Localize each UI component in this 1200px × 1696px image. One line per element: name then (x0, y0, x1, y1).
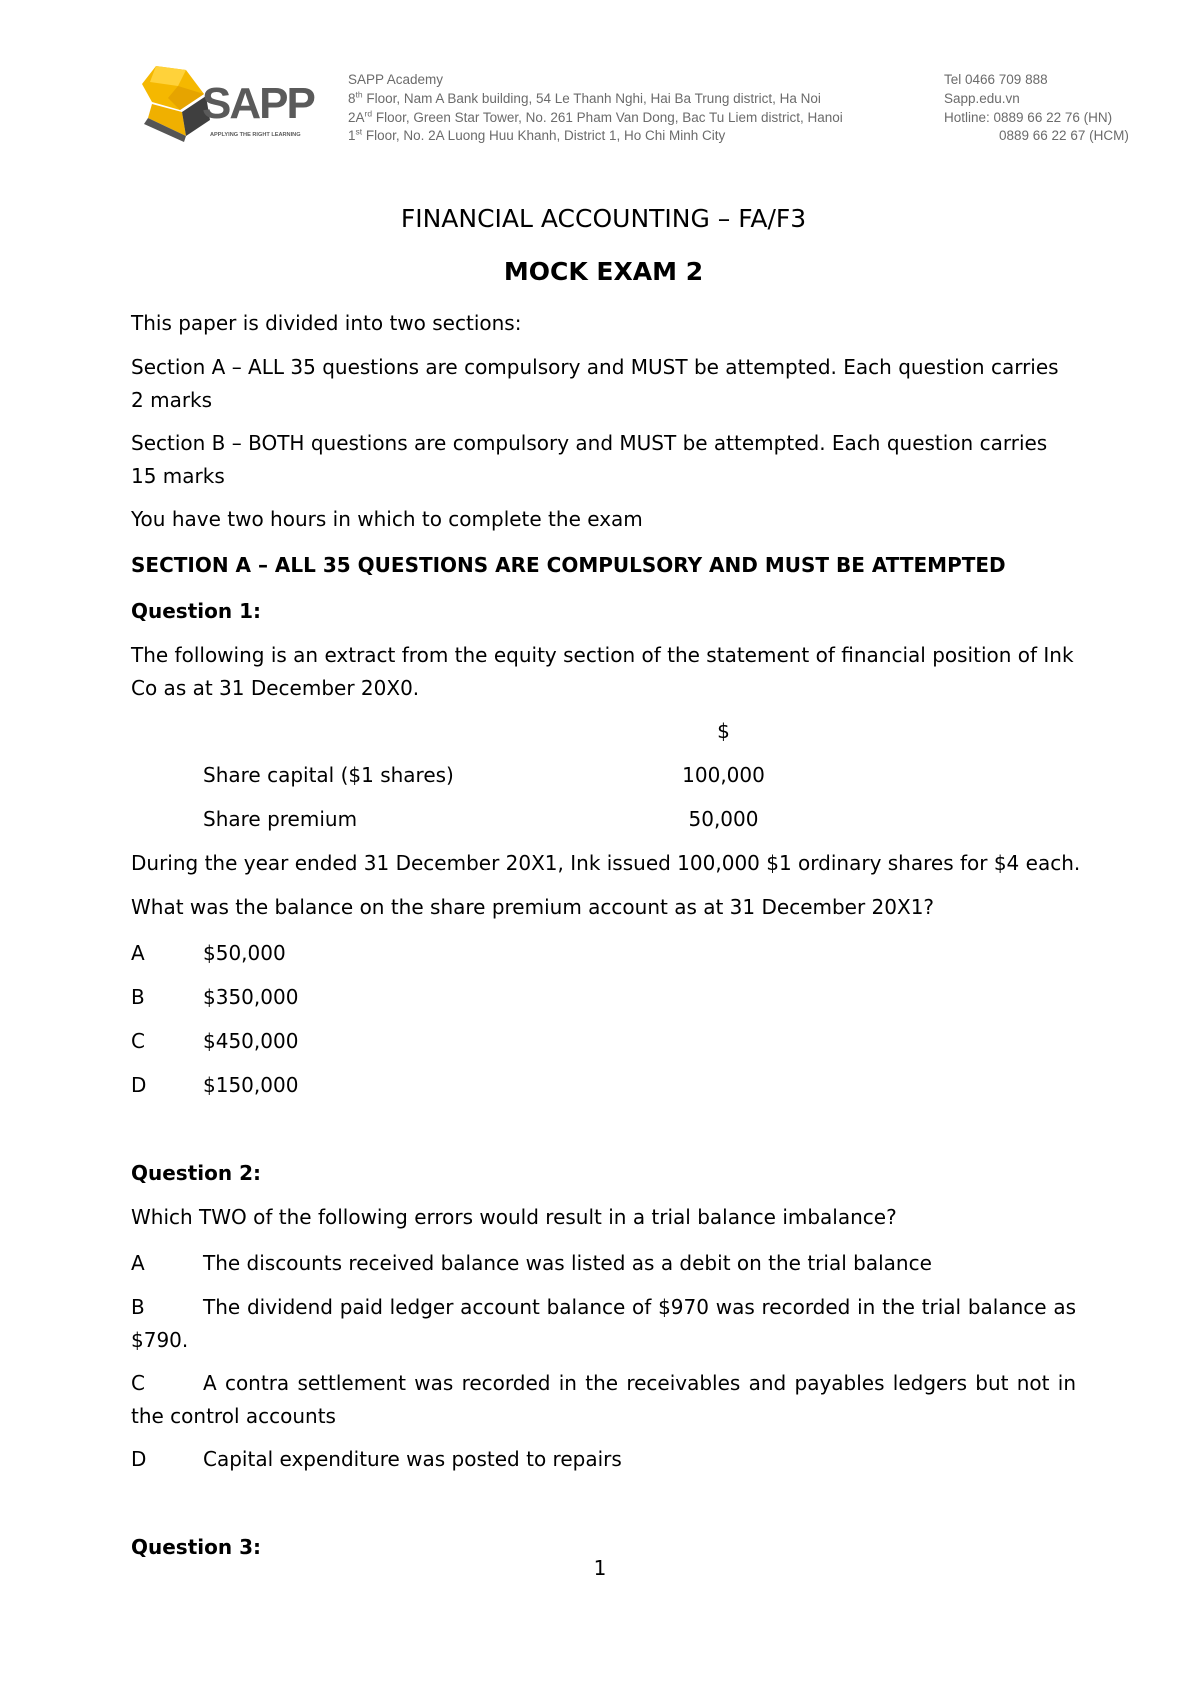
document-title: FINANCIAL ACCOUNTING – FA/F3 (400, 204, 807, 233)
intro-time: You have two hours in which to complete the exam (131, 507, 643, 531)
answer-option (131, 1025, 298, 1058)
sapp-logo-mark (138, 60, 316, 146)
question-1-text: The following is an extract from the equity section of the statement of financial position of Ink Co as at 31 December 20X0. (131, 643, 1074, 700)
academy-name: SAPP Academy (348, 72, 444, 87)
question-1-prompt: What was the balance on the share premium account as at 31 December 20X1? (131, 895, 935, 919)
option-text: $450,000 (203, 1029, 299, 1053)
option-letter: C (131, 1371, 145, 1395)
question-1-text-2: During the year ended 31 December 20X1, Ink issued 100,000 $1 ordinary shares for $4 each. (131, 851, 1081, 875)
option-text: The dividend paid ledger account balance of $970 was recorded in the trial balance as $790. (131, 1295, 1076, 1352)
answer-option (131, 1247, 932, 1280)
document-subtitle: MOCK EXAM 2 (503, 257, 704, 286)
question-1-heading: Question 1: (131, 599, 261, 623)
question-3-heading: Question 3: (131, 1535, 261, 1559)
telephone: Tel 0466 709 888 (944, 72, 1048, 87)
page-number: 1 (593, 1556, 607, 1580)
answer-option (131, 1443, 622, 1476)
option-text: Capital expenditure was posted to repairs (203, 1447, 622, 1471)
option-letter: B (131, 985, 145, 1009)
answer-option (131, 937, 286, 970)
option-text: A contra settlement was recorded in the receivables and payables ledgers but not in the control accounts (131, 1371, 1076, 1428)
table-row-label: Share capital ($1 shares) (203, 763, 454, 787)
table-row-value: 50,000 (688, 807, 759, 831)
option-letter: D (131, 1447, 147, 1471)
option-letter: B (131, 1295, 145, 1319)
logo-wordmark: SAPP (202, 79, 314, 128)
table-currency-header: $ (717, 719, 730, 743)
option-letter: A (131, 1251, 145, 1275)
option-letter: A (131, 941, 145, 965)
website-link[interactable]: Sapp.edu.vn (944, 90, 1020, 106)
section-a-heading: SECTION A – ALL 35 QUESTIONS ARE COMPULSORY AND MUST BE ATTEMPTED (131, 553, 1006, 577)
answer-option (131, 1367, 1076, 1432)
answer-option (131, 1291, 1076, 1356)
option-text: $350,000 (203, 985, 299, 1009)
option-text: The discounts received balance was listed as a debit on the trial balance (203, 1251, 932, 1275)
logo-tagline: APPLYING THE RIGHT LEARNING (210, 132, 301, 138)
answer-option (131, 1069, 298, 1102)
option-text: $50,000 (203, 941, 286, 965)
option-text: $150,000 (203, 1073, 299, 1097)
hotline-hn: Hotline: 0889 66 22 76 (HN) (944, 109, 1113, 125)
address-hanoi-2: $2A^{rd}$ Floor, Green Star Tower, No. 261 Pham Van Dong, Bac Tu Liem district, Hanoi (348, 108, 843, 125)
address-hcm: 1st Floor, No. 2A Luong Huu Khanh, District 1, Ho Chi Minh City (348, 126, 726, 144)
intro-line: This paper is divided into two sections: (131, 311, 522, 335)
sapp-logo (138, 60, 316, 146)
question-2-prompt: Which TWO of the following errors would result in a trial balance imbalance? (131, 1205, 897, 1229)
table-row-label: Share premium (203, 807, 358, 831)
table-row-value: 100,000 (682, 763, 765, 787)
address-hanoi-1: 8th Floor, Nam A Bank building, 54 Le Thanh Nghi, Hai Ba Trung district, Ha Noi (348, 89, 821, 106)
intro-section-a: Section A – ALL 35 questions are compulsory and MUST be attempted. Each question carries 2 marks (131, 355, 1059, 412)
hotline-hcm: 0889 66 22 67 (HCM) (999, 128, 1129, 144)
option-letter: C (131, 1029, 145, 1053)
answer-option (131, 981, 298, 1014)
header-addresses (348, 71, 900, 146)
question-2-heading: Question 2: (131, 1161, 261, 1185)
header-contacts (944, 71, 1129, 146)
option-letter: D (131, 1073, 147, 1097)
intro-section-b: Section B – BOTH questions are compulsory and MUST be attempted. Each question carries 15 marks (131, 431, 1048, 488)
